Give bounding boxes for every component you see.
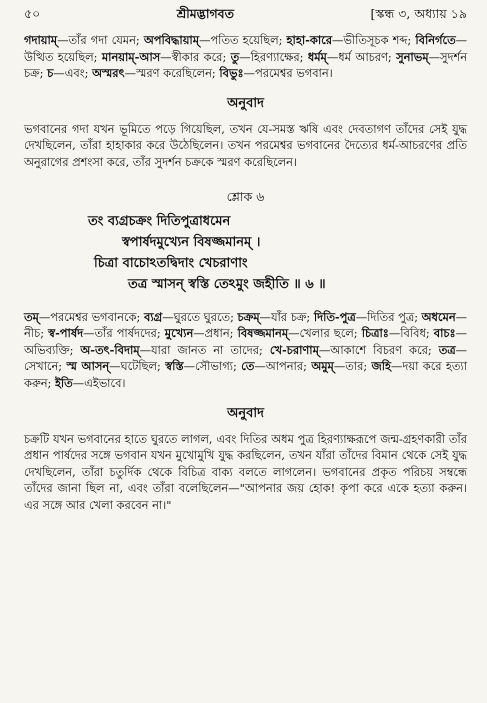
verse-line: স্বপার্ষদমুখ্যেন বিষজ্জমানম্ ।: [122, 234, 261, 250]
synonym-term: বিনির্গতে: [415, 33, 456, 47]
synonym-meaning: —পরমেশ্বর ভগবান।: [243, 66, 333, 81]
synonym-meaning: —খেলার ছলে;: [288, 326, 358, 341]
synonym-term: চিত্রাঃ: [361, 326, 389, 341]
synonym-term: স্ব-পার্ষদ: [48, 326, 84, 341]
synonym-term: তে: [241, 359, 255, 374]
synonym-meaning: —নীচ;: [24, 309, 468, 341]
translation-heading-2: অনুবাদ: [227, 405, 264, 421]
translation-heading-1: অনুবাদ: [227, 95, 264, 111]
verse-number: শ্লোক ৬: [226, 188, 265, 204]
synonym-meaning: —পরমেশ্বর ভগবানকে;: [38, 309, 141, 324]
synonym-term: অপবিদ্ধায়াম্: [143, 33, 200, 47]
synonym-term: সুনাভম্: [396, 49, 429, 64]
translation-text-2: চক্রটি যখন ভগবানের হাতে ঘুরতে লাগল, এবং দিতির অধম পুত্র হিরণ্যাক্ষরূপে জন্ম-গ্রহণকারী তাঁর প্রধান পার্ষদের সঙ্গে ভগবান যখন মুখোমুখি যুদ্ধ করছিলেন, তখন যাঁরা তাঁদের বিমান থেকে সেই যুদ্ধ দেখছিলেন, তাঁরা চতুর্দিক থেকে বিচিত্র বাক্য বলতে লাগলেন। ভগবানের প্রকৃত পরিচয় সম্বন্ধে তাঁদের জানা ছিল না, এবং তাঁরা বলেছিলেন—"আপনার জয় হোক! কৃপা করে একে হত্যা করুন। এর সঙ্গে আর খেলা করবেন না।": [24, 431, 467, 512]
synonym-meaning: —সুদর্শন চক্র;: [24, 49, 468, 81]
synonym-meaning: —এবং;: [53, 66, 89, 81]
synonym-term: চ: [47, 66, 54, 81]
synonym-meaning: —এইভাবে।: [72, 375, 126, 390]
synonym-term: খে-চরাণাম্: [269, 342, 319, 357]
synonym-meaning: —তার;: [333, 359, 368, 374]
synonym-meaning: —অভিব্যক্তি;: [24, 326, 468, 357]
synonym-meaning: —আকাশে বিচরণ করে;: [318, 342, 432, 357]
synonym-meaning: —ঘটেছিল;: [109, 359, 161, 374]
synonym-term: অ-তৎ-বিদাম্: [80, 342, 140, 357]
synonym-term: বাচঃ: [433, 326, 456, 341]
synonym-term: বিষজ্জমানম্: [237, 326, 289, 341]
synonym-term: বিভুঃ: [219, 66, 244, 81]
synonym-term: ব্যগ্র: [144, 309, 163, 324]
book-title: শ্রীমদ্ভাগবত: [176, 6, 235, 21]
synonym-term: তু: [230, 49, 240, 64]
synonym-term: অমুম্: [311, 359, 334, 374]
synonym-term: দিতি-পুত্র: [313, 309, 356, 324]
page-header: [24, 6, 467, 28]
synonym-meaning: —সেখানে;: [24, 342, 468, 374]
synonym-meaning: —যাঁর চক্র;: [259, 309, 311, 324]
synonym-meaning: —হিরণ্যাক্ষের;: [239, 49, 304, 64]
synonym-term: ইতি: [54, 375, 73, 390]
synonym-term: স্ম আসন্: [66, 359, 110, 374]
synonyms-block-2: [24, 309, 467, 392]
synonym-meaning: —যারা জানত না তাদের;: [139, 342, 263, 357]
synonym-term: তত্র: [438, 342, 456, 357]
synonym-meaning: —আপনার;: [254, 359, 307, 374]
synonym-term: ধর্মম্: [307, 49, 327, 64]
synonyms-block-1: [24, 32, 467, 82]
synonym-meaning: —প্রধান;: [193, 326, 234, 341]
synonym-term: গদায়াম্: [24, 33, 58, 47]
synonym-meaning: —বিবিধ;: [388, 326, 430, 341]
synonym-term: চক্রম্: [237, 309, 260, 324]
chapter-reference: [স্কন্ধ ৩, অধ্যায় ১৯: [370, 6, 467, 21]
synonym-term: অধমেন: [421, 309, 456, 324]
synonym-meaning: —দিতির পুত্র;: [355, 309, 419, 324]
synonym-meaning: —তাঁর পার্ষদদের;: [83, 326, 161, 341]
synonym-meaning: —স্বীকার করে;: [160, 49, 227, 64]
verse-line: তং ব্যগ্রচক্রং দিতিপুত্রাধমেন: [88, 213, 231, 229]
verse-line: তত্র স্মাসন্ স্বস্তি তেঽমুং জহীতি ॥ ৬ ॥: [128, 276, 326, 292]
synonym-meaning: —তাঁর গদা যেমন;: [57, 33, 140, 47]
synonym-term: মুখ্যেন: [164, 326, 194, 341]
synonym-term: অস্মরৎ: [92, 66, 125, 81]
synonym-term: হাহা-কারে: [286, 33, 332, 47]
synonym-term: তম্: [24, 309, 39, 324]
synonym-meaning: —সৌভাগ্য;: [183, 359, 237, 374]
synonym-meaning: —ঘুরতে ঘুরতে;: [162, 309, 234, 324]
synonym-meaning: —স্মরণ করেছিলেন;: [124, 66, 216, 81]
synonym-term: মানয়াম্-আস: [101, 49, 161, 64]
synonym-meaning: —পতিত হয়েছিল;: [199, 33, 283, 47]
synonym-meaning: —ধর্ম আচরণ;: [326, 49, 392, 64]
synonym-meaning: —ভীতিসূচক শব্দ;: [331, 33, 412, 47]
page-number: ৫০: [24, 6, 41, 21]
verse-line: চিত্রা বাচোঽতদ্বিদাং খেচরাণাং: [94, 255, 248, 271]
synonym-meaning: —দয়া করে হত্যা করুন;: [24, 359, 468, 390]
synonym-term: জহি: [371, 359, 391, 374]
translation-text-1: ভগবানের গদা যখন ভূমিতে পড়ে গিয়েছিল, তখন যে-সমস্ত ঋষি এবং দেবতাগণ তাঁদের সেই যুদ্ধ দেখছিলেন, তাঁরা হাহাকার করে উঠেছিলেন। তখন পরমেশ্বর ভগবানের দৈত্যের ধর্ম-আচরণের প্রতি অনুরাগের প্রশংসা করে, তাঁর সুদর্শন চক্রকে স্মরণ করেছিলেন।: [24, 121, 467, 169]
verse-text: [24, 211, 467, 295]
synonym-meaning: —উত্থিত হয়েছিল;: [24, 33, 468, 64]
synonym-term: স্বস্তি: [165, 359, 184, 374]
